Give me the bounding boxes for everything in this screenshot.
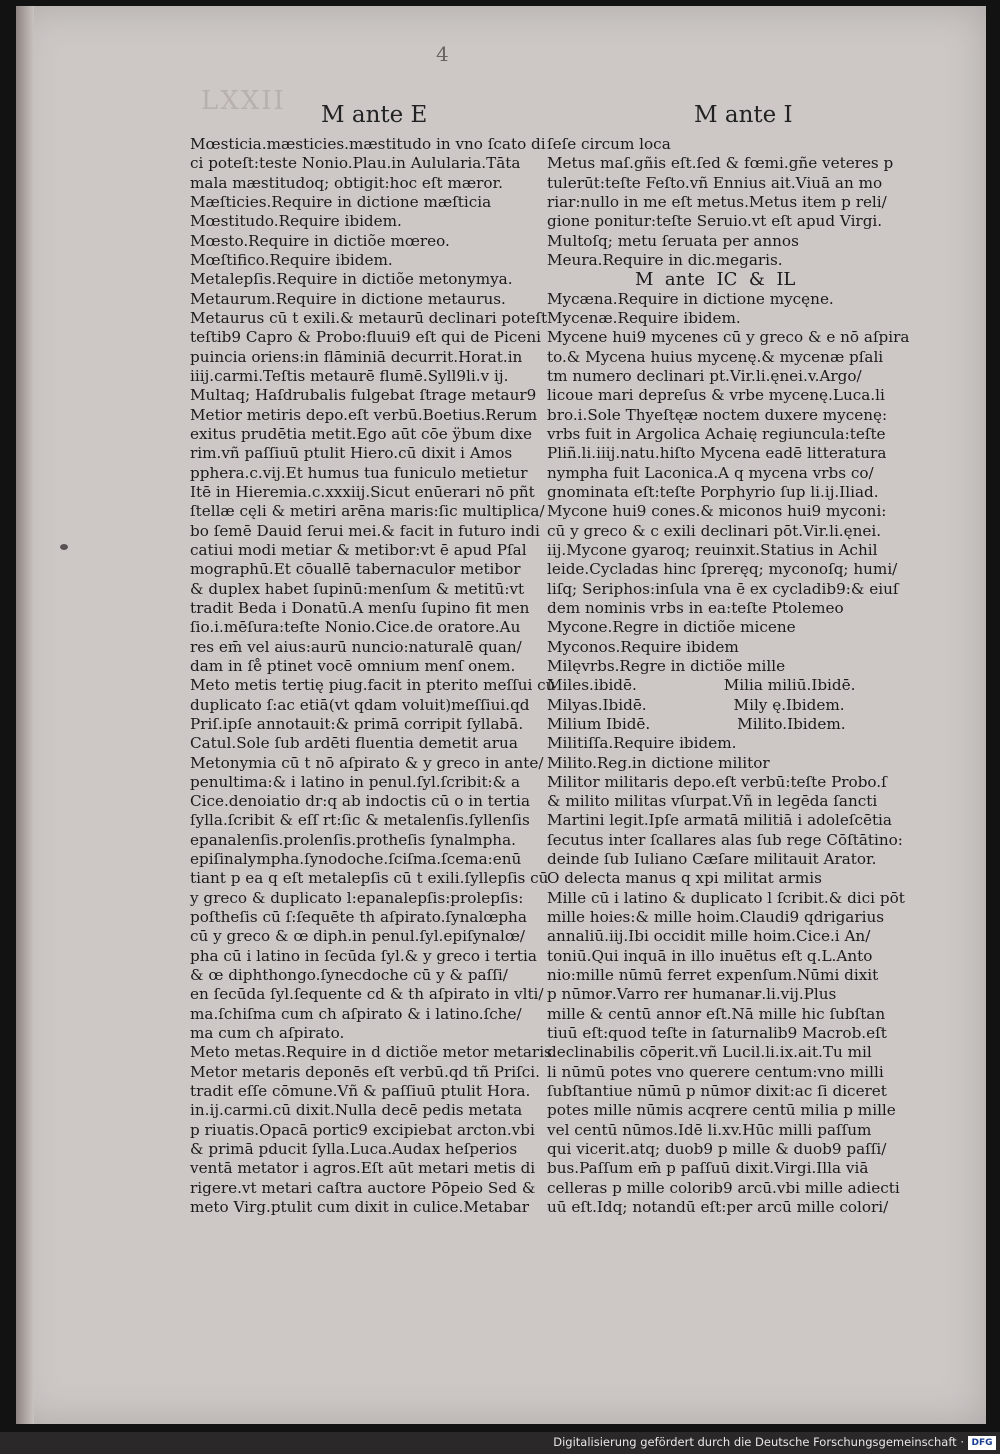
text-line: & milito militas vſurpat.Vñ in legēda ſancti bbox=[547, 792, 878, 811]
text-line: ſeſe circum loca bbox=[547, 135, 671, 153]
show-through-folio: LXXII bbox=[201, 86, 286, 116]
text-line: riar:nullo in me eſt metus.Metus item p reli/ bbox=[547, 192, 887, 211]
text-line: exitus prudētia metit.Ego aūt cōe ÿbum dixe bbox=[190, 424, 532, 443]
text-line: ſubſtantiue nūmū p nūmoɍ dixit:ac ſi diceret bbox=[547, 1082, 887, 1101]
text-line: declinabilis cōperit.vñ Lucil.li.ix.ait.Tu mil bbox=[547, 1043, 872, 1062]
text-line: Pliñ.li.iiij.natu.hiſto Mycena eadē litteratura bbox=[547, 444, 887, 463]
text-line: tm numero declinari pt.Vir.li.ęnei.v.Argo/ bbox=[547, 366, 862, 385]
text-line: mille & centū annoɍ eſt.Nā mille hic ſubſtan bbox=[547, 1004, 886, 1023]
text-line: O delecta manus q xpi militat armis bbox=[547, 869, 822, 888]
text-line: duplicato ſ:ac etiā(vt qdam voluit)meſſiui.qd bbox=[190, 695, 530, 714]
text-line: Mœſtifico.Require ibidem. bbox=[190, 250, 393, 269]
text-line: Multoſq; metu ſeruata per annos bbox=[547, 231, 799, 250]
text-line: potes mille nūmis acqrere centū milia p mille bbox=[547, 1101, 896, 1120]
running-head-right: M ante I bbox=[694, 102, 793, 128]
text-line: ſylla.ſcribit & eſſ rt:ſic & metalenſis.ſyllenſis bbox=[190, 811, 530, 830]
text-line: Mœsto.Require in dictiõe mœreo. bbox=[190, 231, 450, 250]
text-line: to.& Mycena huius mycenę.& mycenæ pſali bbox=[547, 347, 884, 366]
text-line: deinde ſub Iuliano Cæſare militauit Arator. bbox=[547, 850, 877, 869]
text-line: poſtheſis cū ſ:ſequēte th aſpirato.ſynalœpha bbox=[190, 908, 527, 927]
text-line: M ante IC & IL bbox=[635, 269, 796, 291]
text-line: ſio.i.mēſura:teſte Nonio.Cice.de oratore.Au bbox=[190, 618, 521, 637]
text-line: Metaurum.Require in dictione metaurus. bbox=[190, 289, 506, 308]
text-line: mille hoies:& mille hoim.Claudi9 qdrigarius bbox=[547, 908, 885, 927]
text-line: Milyas.Ibidē. Mily ę.Ibidem. bbox=[547, 695, 845, 714]
text-line: Multaq; Haſdrubalis fulgebat ſtrage metaur9 bbox=[190, 386, 537, 405]
text-line: vel centū nūmos.Idē li.xv.Hūc milli paſſum bbox=[547, 1120, 872, 1139]
text-line: in.ij.carmi.cū dixit.Nulla decē pedis metata bbox=[190, 1101, 523, 1120]
text-line: tulerūt:teſte Feſto.vñ Ennius ait.Viuā an mo bbox=[547, 173, 883, 192]
text-line: Itē in Hieremia.c.xxxiij.Sicut enūerari nō pñt bbox=[190, 482, 535, 501]
text-line: teſtib9 Capro & Probo:fluui9 eſt qui de Piceni bbox=[190, 328, 541, 347]
text-line: annaliū.iij.Ibi occidit mille hoim.Cice.i An/ bbox=[547, 927, 871, 946]
text-line: rigere.vt metari caſtra auctore Pōpeio Sed & bbox=[190, 1178, 536, 1197]
text-line: iij.Mycone gyaroq; reuinxit.Statius in Achil bbox=[547, 540, 878, 559]
text-line: cū y greco & c exili declinari pōt.Vir.li.ęnei. bbox=[547, 521, 882, 540]
text-line: puincia oriens:in flāminiā decurrit.Horat.in bbox=[190, 347, 523, 366]
text-line: ſecutus inter ſcallares alas ſub rege Cōſtātino: bbox=[547, 830, 903, 849]
text-line: Mœstitudo.Require ibidem. bbox=[190, 212, 402, 231]
text-line: Milium Ibidē. Milito.Ibidem. bbox=[547, 714, 846, 733]
text-line: Meto metis tertię piug.facit in pterito meſſui cū bbox=[190, 676, 556, 695]
text-line: qui vicerit.atq; duob9 p mille & duob9 paſſi/ bbox=[547, 1140, 887, 1159]
text-line: Mæſticies.Require in dictione mæſticia bbox=[190, 192, 492, 211]
text-line: & œ diphthongo.ſynecdoche cū y & paſſi/ bbox=[190, 966, 508, 985]
text-line: celleras p mille colorib9 arcū.vbi mille adiecti bbox=[547, 1178, 900, 1197]
text-line: tiant p ea q eſt metalepſis cū t exili.ſyllepſis cū bbox=[190, 869, 549, 888]
text-line: vrbs fuit in Argolica Achaię regiuncula:teſte bbox=[547, 424, 886, 443]
page-binding-edge bbox=[16, 6, 34, 1424]
text-line: Mycenæ.Require ibidem. bbox=[547, 308, 741, 327]
text-line: Mille cū i latino & duplicato l ſcribit.& dici pōt bbox=[547, 888, 905, 907]
text-line: en ſecūda ſyl.ſequente cd & th aſpirato in vlti/ bbox=[190, 985, 544, 1004]
text-line: gnominata eſt:teſte Porphyrio ſup li.ij.Iliad. bbox=[547, 482, 879, 501]
text-line: Metalepſis.Require in dictiõe metonymya. bbox=[190, 270, 513, 289]
text-line: Militor militaris depo.eſt verbū:teſte Probo.ſ bbox=[547, 772, 887, 791]
text-line: Militiſſa.Require ibidem. bbox=[547, 734, 737, 753]
text-line: Meto metas.Require in d dictiõe metor metaris. bbox=[190, 1043, 557, 1062]
text-line: Metior metiris depo.eſt verbū.Boetius.Rerum bbox=[190, 405, 538, 424]
text-line: nympha fuit Laconica.A q mycena vrbs co/ bbox=[547, 463, 874, 482]
text-line: gione ponitur:teſte Seruio.vt eſt apud Virgi. bbox=[547, 212, 883, 231]
running-head-left: M ante E bbox=[321, 102, 428, 128]
text-line: Mœsticia.mæsticies.mæstitudo in vno ſcato di bbox=[190, 135, 546, 153]
text-line: ventā metator i agros.Eſt aūt metari metis di bbox=[190, 1159, 536, 1178]
text-line: Myconos.Require ibidem bbox=[547, 637, 739, 656]
text-line: Mycone.Regre in dictiõe micene bbox=[547, 618, 796, 637]
text-line: nio:mille nūmū ferret expenſum.Nūmi dixit bbox=[547, 966, 879, 985]
text-line: Martini legit.Ipſe armatā militiā i adoleſcētia bbox=[547, 811, 892, 830]
text-line: Metaurus cū t exili.& metaurū declinari poteſt bbox=[190, 308, 548, 327]
text-line: & primā pducit ſylla.Luca.Audax heſperios bbox=[190, 1140, 518, 1159]
text-column-right bbox=[547, 135, 942, 1217]
text-line: Metonymia cū t nō aſpirato & y greco in ante/ bbox=[190, 753, 544, 772]
text-line: Milito.Reg.in dictione militor bbox=[547, 753, 770, 772]
ink-spot bbox=[60, 544, 68, 550]
text-line: ma.ſchiſma cum ch aſpirato & i latino.ſche/ bbox=[190, 1004, 522, 1023]
text-line: tradit eſſe cōmune.Vñ & paſſiuū ptulit Hora. bbox=[190, 1082, 531, 1101]
text-line: rim.vñ paſſiuū ptulit Hiero.cū dixit i Amos bbox=[190, 444, 513, 463]
text-line: Miles.ibidē. Milia miliū.Ibidē. bbox=[547, 676, 856, 695]
text-line: Milęvrbs.Regre in dictiõe mille bbox=[547, 656, 786, 675]
text-line: dem nominis vrbs in ea:teſte Ptolemeo bbox=[547, 598, 844, 617]
text-line: dam in ſe̊ ptinet vocē omnium menſ onem. bbox=[190, 656, 516, 675]
text-line: Mycæna.Require in dictione mycęne. bbox=[547, 289, 834, 308]
text-line: liſq; Seriphos:inſula vna ē ex cycladib9:& eiuſ bbox=[547, 579, 899, 598]
text-line: mographū.Et cōuallē tabernaculoɍ metibor bbox=[190, 560, 521, 579]
text-line: toniū.Qui inquā in illo inuētus eſt q.L.Anto bbox=[547, 946, 873, 965]
text-line: mala mæstitudoq; obtigit:hoc eſt mæror. bbox=[190, 173, 503, 192]
text-line: Metus maſ.gñis eſt.ſed & fœmi.gñe veteres p bbox=[547, 154, 894, 173]
text-line: cū y greco & œ diph.in penul.ſyl.epiſynalœ/ bbox=[190, 927, 525, 946]
text-line: y greco & duplicato l:epanalepſis:prolepſis: bbox=[190, 888, 524, 907]
text-line: Priſ.ipſe annotauit:& primā corripit ſyllabā. bbox=[190, 714, 524, 733]
text-line: Mycone hui9 cones.& miconos hui9 myconi: bbox=[547, 502, 887, 521]
text-line: & duplex habet ſupinū:menſum & metitū:vt bbox=[190, 579, 525, 598]
text-line: ci poteſt:teste Nonio.Plau.in Aulularia.Tāta bbox=[190, 154, 521, 173]
text-line: p nūmoɍ.Varro reɍ humanaɍ.li.vij.Plus bbox=[547, 985, 837, 1004]
text-line: epiſinalympha.ſynodoche.ſciſma.ſcema:enū bbox=[190, 850, 522, 869]
text-line: ſtellæ cęli & metiri arēna maris:ſic multiplica/ bbox=[190, 502, 545, 521]
footer-credit: Digitalisierung gefördert durch die Deutsche Forschungsgemeinschaft · bbox=[553, 1435, 964, 1449]
text-line: epanalenſis.prolenſis.protheſis ſynalmpha. bbox=[190, 830, 516, 849]
text-line: tiuū eſt:quod teſte in ſaturnalib9 Macrob.eſt bbox=[547, 1024, 887, 1043]
text-line: res em̄ vel aius:aurū nuncio:naturalē quan/ bbox=[190, 637, 522, 656]
text-line: bus.Paſſum em̄ p paſſuū dixit.Virgi.Illa viā bbox=[547, 1159, 869, 1178]
footer-bar bbox=[0, 1432, 1000, 1454]
page-mark: 4 bbox=[436, 42, 449, 66]
text-line: p riuatis.Opacā portic9 excipiebat arcton.vbi bbox=[190, 1120, 535, 1139]
text-line: meto Virg.ptulit cum dixit in culice.Metabar bbox=[190, 1198, 530, 1217]
text-line: Meura.Require in dic.megaris. bbox=[547, 250, 783, 269]
text-line: pha cū i latino in ſecūda ſyl.& y greco i tertia bbox=[190, 946, 537, 965]
text-line: ma cum ch aſpirato. bbox=[190, 1024, 345, 1043]
text-line: Metor metaris deponēs eſt verbū.qd tñ Priſci. bbox=[190, 1062, 540, 1081]
dfg-logo: DFG bbox=[968, 1436, 996, 1450]
text-line: uū eſt.Idq; notandū eſt:per arcū mille colori/ bbox=[547, 1198, 889, 1217]
text-line: leide.Cycladas hinc ſpreręq; myconoſq; humi/ bbox=[547, 560, 898, 579]
text-column-left bbox=[190, 135, 557, 1217]
text-line: Cice.denoiatio dr:q ab indoctis cū o in tertia bbox=[190, 792, 531, 811]
text-line: li nūmū potes vno querere centum:vno milli bbox=[547, 1062, 884, 1081]
text-line: catiui modi metiar & metibor:vt ē apud Pſal bbox=[190, 540, 527, 559]
text-line: bo ſemē Dauid ſerui mei.& facit in futuro indi bbox=[190, 521, 540, 540]
text-line: iiij.carmi.Teſtis metaurē flumē.Syll9li.v ij. bbox=[190, 366, 509, 385]
text-line: bro.i.Sole Thyeſtęæ noctem duxere mycenę: bbox=[547, 405, 888, 424]
text-line: pphera.c.vij.Et humus tua funiculo metietur bbox=[190, 463, 528, 482]
text-line: Catul.Sole ſub ardēti fluentia demetit arua bbox=[190, 734, 518, 753]
text-line: Mycene hui9 mycenes cū y greco & e nō aſpira bbox=[547, 328, 910, 347]
text-line: penultima:& i latino in penul.ſyl.ſcribit:& a bbox=[190, 772, 521, 791]
text-line: tradit Beda i Donatū.A menſu ſupino fit men bbox=[190, 598, 530, 617]
text-line: licoue mari depreſus & vrbe mycenę.Luca.li bbox=[547, 386, 885, 405]
